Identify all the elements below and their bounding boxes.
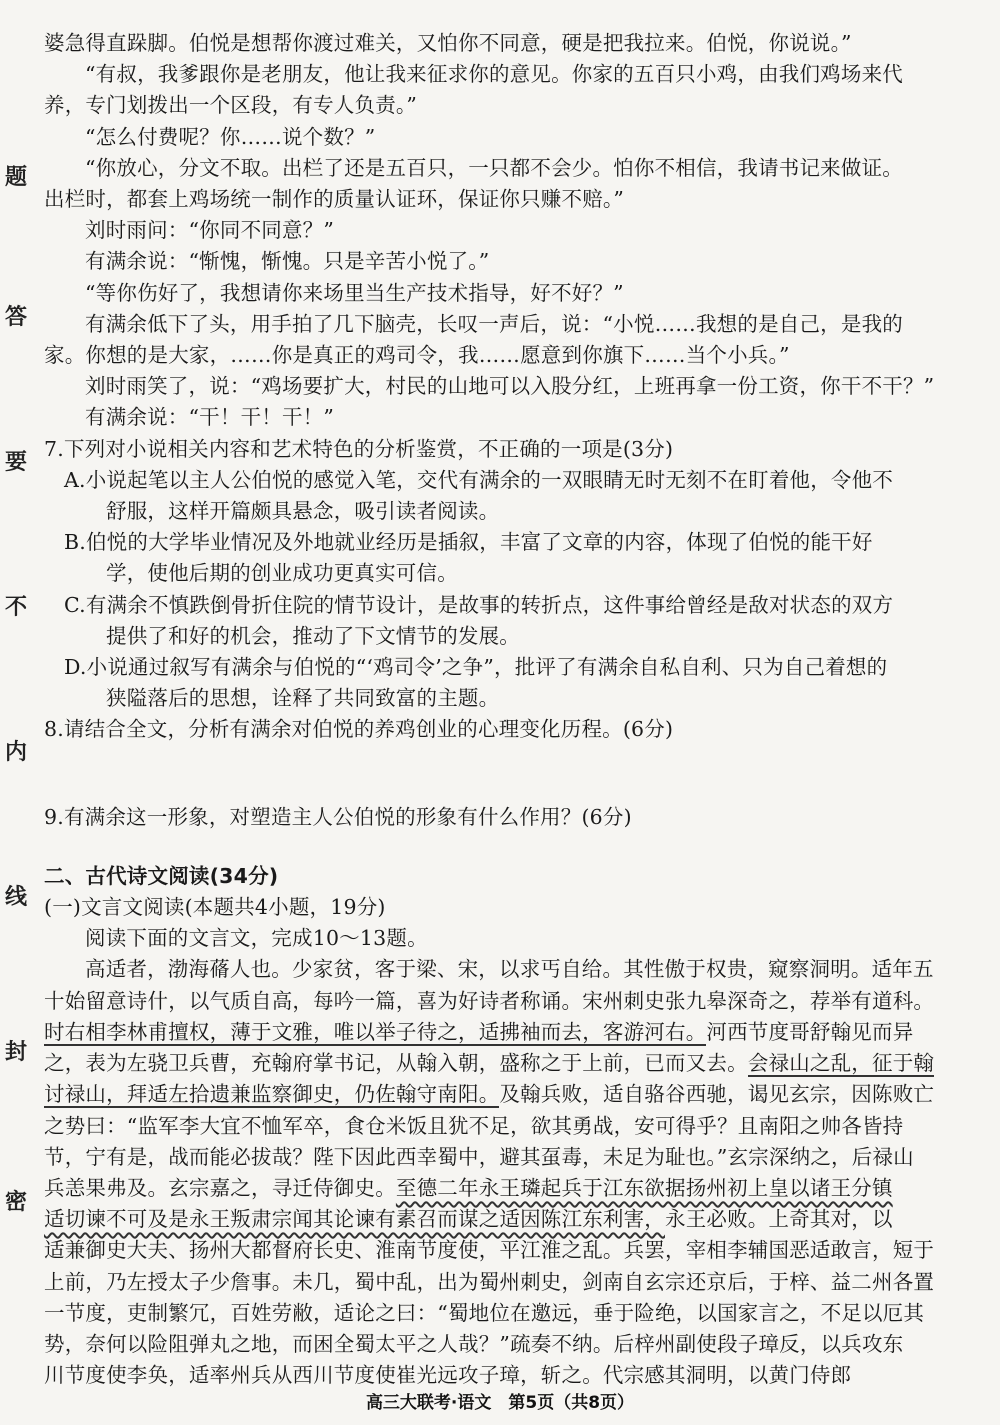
- passage-line: 刘时雨问：“你同不同意？”: [85, 218, 335, 243]
- subsection-title: (一)文言文阅读(本题共4小题，19分): [44, 895, 386, 920]
- passage-line: 出栏时，都套上鸡场统一制作的质量认证环，保证你只赚不赔。”: [44, 187, 625, 212]
- question-8: 8.请结合全文，分析有满余对伯悦的养鸡创业的心理变化历程。(6分): [44, 717, 674, 742]
- margin-char: 封: [4, 1040, 27, 1065]
- page-content: [44, 28, 956, 1391]
- classical-line: 高适者，渤海蓨人也。少家贫，客于梁、宋，以求丐自给。其性傲于权贵，窥察洞明。适年五: [85, 957, 934, 982]
- wavy-underlined-passage: 适切谏不可及是永王叛肃宗闻其论谏有素召而谋之适因陈江东利害，: [44, 1207, 665, 1232]
- option-b: B.伯悦的大学毕业情况及外地就业经历是插叙，丰富了文章的内容，体现了伯悦的能干好: [64, 530, 873, 555]
- passage-line: 有满余说：“干！干！干！”: [85, 405, 335, 430]
- option-b-cont: 学，使他后期的创业成功更真实可信。: [106, 561, 458, 586]
- question-9: 9.有满余这一形象，对塑造主人公伯悦的形象有什么作用？(6分): [44, 804, 632, 829]
- wavy-underlined-passage: 至德二年永王璘起兵于江东欲据扬州初上皇以诸王分镇: [395, 1175, 893, 1200]
- option-a: A.小说起笔以主人公伯悦的感觉入笔，交代有满余的一双眼睛无时无刻不在盯着他，令他不: [64, 467, 894, 492]
- classical-line: 一节度，吏制繁冗，百姓劳敝，适论之曰：“蜀地位在邀远，垂于险绝，以国家言之，不足以厄其: [44, 1300, 925, 1325]
- classical-line: 讨禄山，拜适左拾遗兼监察御史，仍佐翰守南阳。及翰兵败，适自骆谷西驰，谒见玄宗，因陈败亡: [44, 1082, 935, 1107]
- classical-line: 势，奈何以险阻弹丸之地，而困全蜀太平之人哉？”疏奏不纳。后梓州副使段子璋反，以兵攻东: [44, 1331, 904, 1356]
- option-d: D.小说通过叙写有满余与伯悦的“‘鸡司令’之争”，批评了有满余自私自利、只为自己着想的: [64, 655, 888, 680]
- classical-line: 适切谏不可及是永王叛肃宗闻其论谏有素召而谋之适因陈江东利害，永王必败。上奇其对，以: [44, 1207, 893, 1232]
- margin-char: 线: [4, 885, 27, 910]
- page-footer: 高三大联考·语文 第5页（共8页）: [365, 1393, 635, 1413]
- passage-line: “有叔，我爹跟你是老朋友，他让我来征求你的意见。你家的五百只小鸡，由我们鸡场来代: [85, 62, 903, 87]
- underlined-sentence: 讨禄山，拜适左拾遗兼监察御史，仍佐翰守南阳。: [44, 1082, 500, 1107]
- instruction: 阅读下面的文言文，完成10～13题。: [85, 926, 428, 951]
- passage-line: “你放心，分文不取。出栏了还是五百只，一只都不会少。怕你不相信，我请书记来做证。: [85, 155, 903, 180]
- margin-char: 内: [4, 740, 27, 765]
- classical-line: 之，表为左骁卫兵曹，充翰府掌书记，从翰入朝，盛称之于上前，已而又去。会禄山之乱，征于翰: [44, 1051, 935, 1076]
- margin-char: 要: [4, 450, 27, 475]
- classical-line: 上前，乃左授太子少詹事。未几，蜀中乱，出为蜀州刺史，剑南自玄宗还京后，于梓、益二州各置: [44, 1269, 935, 1294]
- option-c: C.有满余不慎跌倒骨折住院的情节设计，是故事的转折点，这件事给曾经是敌对状态的双方: [64, 592, 894, 617]
- passage-line: “怎么付费呢？你……说个数？”: [85, 124, 376, 149]
- classical-line: 十始留意诗什，以气质自高，每吟一篇，喜为好诗者称诵。宋州刺史张九皋深奇之，荐举有道科。: [44, 988, 935, 1013]
- option-d-cont: 狭隘落后的思想，诠释了共同致富的主题。: [106, 686, 500, 711]
- classical-line: 兵恙果弗及。玄宗嘉之，寻迁侍御史。至德二年永王璘起兵于江东欲据扬州初上皇以诸王分镇: [44, 1175, 893, 1200]
- passage-line: 有满余低下了头，用手拍了几下脑壳，长叹一声后，说：“小悦……我想的是自己，是我的: [85, 311, 903, 336]
- passage-line: 养，专门划拨出一个区段，有专人负责。”: [44, 93, 418, 118]
- passage-line: 婆急得直跺脚。伯悦是想帮你渡过难关，又怕你不同意，硬是把我拉来。伯悦，你说说。”: [44, 31, 852, 55]
- passage-line: “等你伤好了，我想请你来场里当生产技术指导，好不好？”: [85, 280, 624, 305]
- classical-line: 之势曰：“监军李大宜不恤军卒，食仓米饭且犹不足，欲其勇战，安可得乎？且南阳之帅各皆持: [44, 1113, 904, 1138]
- underlined-sentence: 会禄山之乱，征于翰: [747, 1051, 935, 1076]
- margin-char: 题: [4, 165, 27, 190]
- seal-line-margin: [0, 0, 32, 1425]
- classical-line: 川节度使李奂，适率州兵从西川节度使崔光远攻子璋，斩之。代宗感其洞明，以黄门侍郎: [44, 1363, 852, 1388]
- classical-line: 时右相李林甫擅权，薄于文雅，唯以举子待之，适拂袖而去，客游河右。河西节度哥舒翰见而异: [44, 1019, 914, 1044]
- underlined-sentence: 时右相李林甫擅权，薄于文雅，唯以举子待之，适拂袖而去，客游河右。: [44, 1019, 707, 1044]
- passage-line: 家。你想的是大家，……你是真正的鸡司令，我……愿意到你旗下……当个小兵。”: [44, 343, 790, 368]
- section-title: 二、古代诗文阅读(34分): [44, 863, 279, 888]
- margin-char: 密: [4, 1190, 27, 1215]
- classical-line: 适兼御史大夫、扬州大都督府长史、淮南节度使，平江淮之乱。兵罢，宰相李辅国恶适敢言，短于: [44, 1238, 935, 1263]
- passage-line: 刘时雨笑了，说：“鸡场要扩大，村民的山地可以入股分红，上班再拿一份工资，你干不干？”: [85, 374, 935, 399]
- option-a-cont: 舒服，这样开篇颇具悬念，吸引读者阅读。: [106, 499, 500, 524]
- margin-char: 不: [4, 595, 27, 620]
- classical-line: 节，宁有是，战而能必拔哉？陛下因此西幸蜀中，避其虿毒，未足为耻也。”玄宗深纳之，后禄山: [44, 1144, 914, 1169]
- passage-line: 有满余说：“惭愧，惭愧。只是辛苦小悦了。”: [85, 249, 490, 274]
- question-7-stem: 7.下列对小说相关内容和艺术特色的分析鉴赏，不正确的一项是(3分): [44, 436, 674, 461]
- option-c-cont: 提供了和好的机会，推动了下文情节的发展。: [106, 623, 520, 648]
- margin-char: 答: [4, 305, 27, 330]
